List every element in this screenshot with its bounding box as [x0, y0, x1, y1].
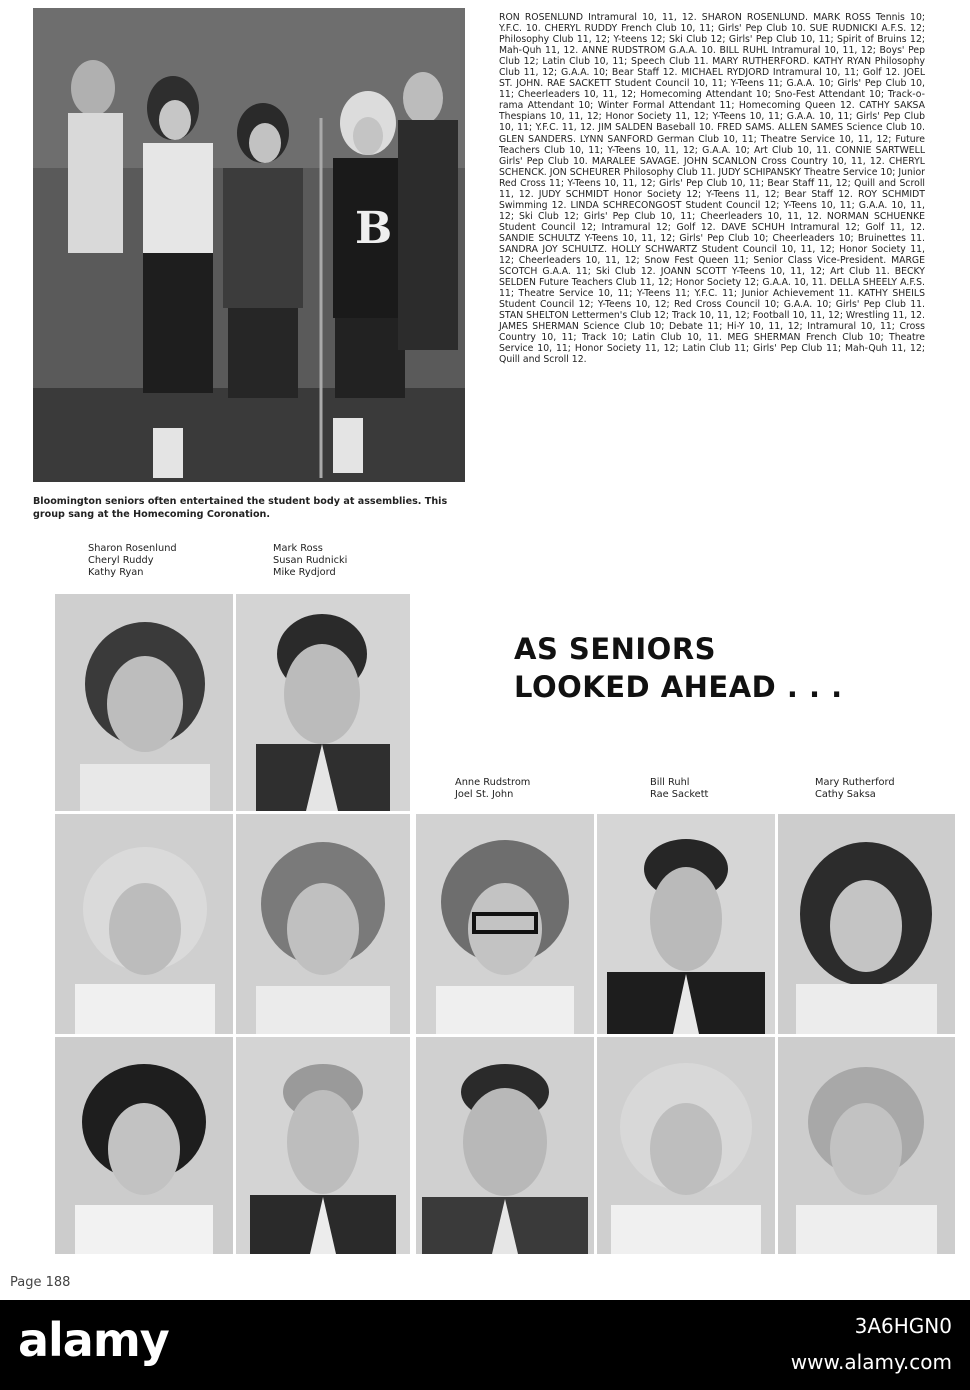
student-name: Joel St. John — [455, 789, 514, 800]
portrait-photo — [597, 814, 775, 1034]
page-headline — [514, 630, 843, 706]
portrait-photo — [778, 1037, 955, 1254]
photo-caption: Bloomington seniors often entertained the student body at assemblies. This group sang at the Homecoming Coronation. — [33, 496, 448, 520]
student-name: Anne Rudstrom — [455, 777, 531, 788]
name-group-5 — [815, 777, 895, 801]
student-name: Cathy Saksa — [815, 789, 876, 800]
portrait-photo — [236, 594, 410, 811]
student-name: Mark Ross — [273, 543, 323, 554]
name-group-3 — [455, 777, 530, 801]
watermark-footer — [0, 1300, 970, 1390]
homecoming-group-photo — [33, 8, 465, 482]
portrait-photo — [236, 814, 410, 1034]
headline-line-1: AS SENIORS — [514, 632, 717, 666]
portrait-photo — [416, 814, 594, 1034]
student-name: Bill Ruhl — [650, 777, 690, 788]
portrait-photo — [55, 1037, 233, 1254]
portrait-photo — [55, 594, 233, 811]
svg-text:B: B — [355, 203, 393, 254]
student-name: Rae Sackett — [650, 789, 709, 800]
name-group-4 — [650, 777, 708, 801]
name-group-2 — [273, 543, 347, 579]
student-name: Kathy Ryan — [88, 567, 144, 578]
portrait-photo — [55, 814, 233, 1034]
portrait-photo — [597, 1037, 775, 1254]
watermark-site: www.alamy.com — [790, 1350, 952, 1374]
student-name: Mary Rutherford — [815, 777, 895, 788]
portrait-photo — [778, 814, 955, 1034]
watermark-image-id: 3A6HGN0 — [854, 1314, 952, 1338]
watermark-logo: alamy — [18, 1313, 169, 1367]
portrait-photo — [416, 1037, 594, 1254]
student-name: Susan Rudnicki — [273, 555, 348, 566]
portrait-photo — [236, 1037, 410, 1254]
student-name: Cheryl Ruddy — [88, 555, 154, 566]
student-name: Sharon Rosenlund — [88, 543, 177, 554]
headline-line-2: LOOKED AHEAD . . . — [514, 670, 843, 704]
student-name: Mike Rydjord — [273, 567, 336, 578]
page-number: Page 188 — [10, 1275, 71, 1290]
senior-activities-roster: RON ROSENLUND Intramural 10, 11, 12. SHARON ROSENLUND. MARK ROSS Tennis 10; Y.F.C. 10. CHERYL RUDDY French Club 10, 11; Girls' Pep Club 10. SUE RUDNICKI A.F.S. 12; Philosophy Club 11, 12; Y-teens 12; Ski Club 12; Girls' Pep Club 10, 11; Spirit of Bruins 12; Mah-Quh 11, 12. ANNE RUDSTROM G.A.A. 10. BILL RUHL Intramural 10, 11, 12; Boys' Pep Club 12; Latin Club 10, 11; Speech Club 11. MARY RUTHERFORD. KATHY RYAN Philosophy Club 11, 12; G.A.A. 10; Bear Staff 12. MICHAEL RYDJORD Intramural 10, 11; Golf 12. JOEL ST. JOHN. RAE SACKETT Student Council 10, 11; Y-Teens 11; G.A.A. 10; Girls' Pep Club 10, 11; Cheerleaders 10, 11, 12; Homecoming Attendant 10; Sno-Fest Attendant 10; Track-o-rama Attendant 10; Winter Formal Attendant 11; Homecoming Queen 12. CATHY SAKSA Thespians 10, 11, 12; Honor Society 11, 12; Y-Teens 10, 11; G.A.A. 10, 11; Girls' Pep Club 10, 11; Y.F.C. 11, 12. JIM SALDEN Baseball 10. FRED SAMS. ALLEN SAMES Science Club 10. GLEN SANDERS. LYNN SANFORD German Club 10, 11; Theatre Service 10, 11, 12; Future Teachers Club 10, 11; Y-Teens 10, 11, 12; G.A.A. 10; Art Club 10, 11. CONNIE SARTWELL Girls' Pep Club 10. MARALEE SAVAGE. JOHN SCANLON Cross Country 10, 11, 12. CHERYL SCHENCK. JON SCHEURER Philosophy Club 11. JUDY SCHIPANSKY Theatre Service 10; Junior Red Cross 11; Y-Teens 10, 11, 12; Girls' Pep Club 10, 11; Bear Staff 11, 12; Quill and Scroll 11, 12. JUDY SCHMIDT Honor Society 12; Y-Teens 11, 12; Bear Staff 12. ROY SCHMIDT Swimming 12. LINDA SCHRECONGOST Student Council 12; Y-Teens 10, 11; G.A.A. 10, 11, 12; Ski Club 12; Girls' Pep Club 10, 11; Cheerleaders 10, 11, 12. NORMAN SCHUENKE Student Council 12; Intramural 12; Golf 12. DAVE SCHUH Intramural 12; Golf 11, 12. SANDIE SCHULTZ Y-Teens 10, 11, 12; Girls' Pep Club 10; Cheerleaders 10; Bruinettes 11. SANDRA JOY SCHULTZ. HOLLY SCHWARTZ Student Council 10, 11, 12; Honor Society 11, 12; Cheerleaders 10, 11, 12; Snow Fest Queen 11; Senior Class Vice-President. MARGE SCOTCH G.A.A. 11; Ski Club 12. JOANN SCOTT Y-Teens 10, 11, 12; Art Club 11. BECKY SELDEN Future Teachers Club 11, 12; Honor Society 12; G.A.A. 10, 11. DELLA SHEELY A.F.S. 11; Theatre Service 10, 11; Y-Teens 11; Y.F.C. 11; Junior Achievement 11. KATHY SHEILS Student Council 12; Y-Teens 10, 12; Red Cross Council 10; G.A.A. 10; Girls' Pep Club 11. STAN SHELTON Lettermen's Club 12; Track 10, 11, 12; Football 10, 11, 12; Wrestling 11, 12. JAMES SHERMAN Science Club 10; Debate 11; Hi-Y 10, 11, 12; Intramural 10, 11; Cross Country 10, 11; Track 10; Latin Club 10, 11. MEG SHERMAN French Club 10; Theatre Service 10, 11; Honor Society 11, 12; Latin Club 11; Girls' Pep Club 11; Mah-Quh 11, 12; Quill and Scroll 12. — [499, 12, 925, 366]
name-group-1 — [88, 543, 177, 579]
